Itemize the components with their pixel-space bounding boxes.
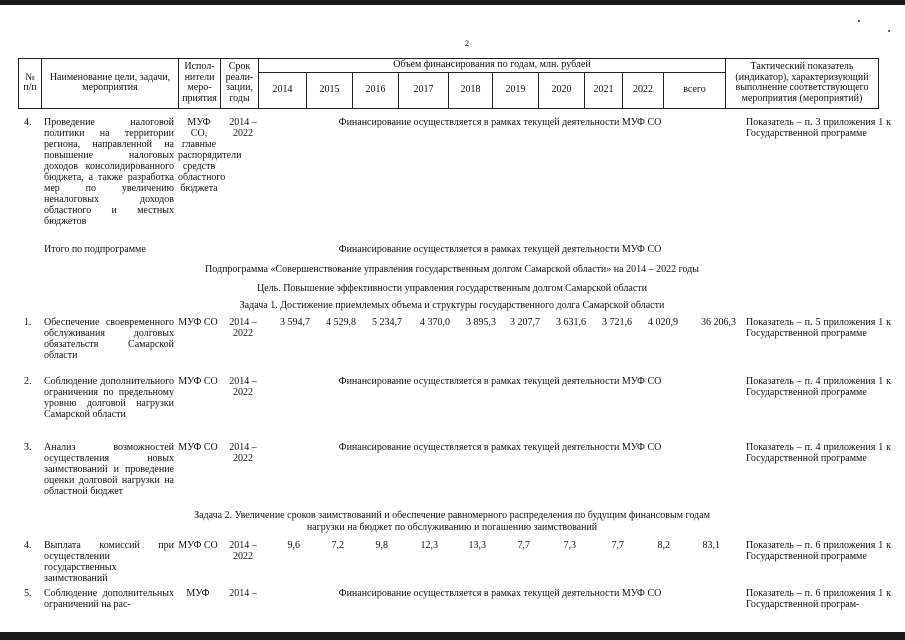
row-name: Соблюдение дополнительных ограничений на рас- bbox=[44, 588, 174, 610]
subtotal-label: Итого по подпрограмме bbox=[44, 244, 146, 255]
header-year: 2014 bbox=[259, 72, 307, 108]
table-header bbox=[18, 58, 879, 109]
funding-note: Финансирование осуществляется в рамках текущей деятельности МУФ СО bbox=[338, 117, 662, 128]
value-2020: 7,3 bbox=[563, 540, 576, 551]
value-2018: 13,3 bbox=[468, 540, 486, 551]
row-term: 2014 – 2022 bbox=[229, 540, 257, 562]
header-volume: Объем финансирования по годам, млн. рублей bbox=[259, 59, 726, 73]
task-2-line: нагрузки на бюджет по обслуживанию и погашению заимствований bbox=[306, 522, 598, 533]
task-1-line: Задача 1. Достижение приемлемых объема и структуры государственного долга Самарской области bbox=[239, 300, 665, 311]
funding-note: Финансирование осуществляется в рамках текущей деятельности МУФ СО bbox=[338, 376, 662, 387]
value-2016: 9,8 bbox=[375, 540, 388, 551]
header-year: 2018 bbox=[449, 72, 493, 108]
scan-speck bbox=[888, 30, 890, 32]
row-term: 2014 – 2022 bbox=[229, 117, 257, 139]
row-number: 4. bbox=[24, 117, 32, 128]
value-2019: 7,7 bbox=[517, 540, 530, 551]
header-year: 2017 bbox=[399, 72, 449, 108]
goal-line: Цель. Повышение эффективности управления государственным долгом Самарской области bbox=[256, 283, 648, 294]
row-term: 2014 – 2022 bbox=[229, 442, 257, 464]
row-number: 4. bbox=[24, 540, 32, 551]
row-executors: МУФ СО bbox=[178, 376, 218, 387]
value-2022: 8,2 bbox=[657, 540, 670, 551]
value-2014: 9,6 bbox=[287, 540, 300, 551]
bottom-border-bar bbox=[0, 632, 905, 640]
value-2014: 3 594,7 bbox=[280, 317, 310, 328]
row-indicator: Показатель – п. 4 приложения 1 к Государственной программе bbox=[746, 442, 891, 464]
header-year: 2020 bbox=[539, 72, 585, 108]
row-name: Выплата комиссий при осуществлении государственных заимствований bbox=[44, 540, 174, 584]
value-2022: 4 020,9 bbox=[648, 317, 678, 328]
row-executors: МУФ СО bbox=[178, 442, 218, 453]
row-executors: МУФ СО bbox=[178, 317, 218, 328]
value-2019: 3 207,7 bbox=[510, 317, 540, 328]
value-2017: 12,3 bbox=[420, 540, 438, 551]
header-indicator: Тактический показатель (индикатор), характеризующий выполнение соответствующего мероприятия (мероприятий) bbox=[726, 59, 879, 109]
subprogram-title: Подпрограмма «Совершенствование управления государственным долгом Самарской области» на 2014 – 2022 годы bbox=[205, 264, 699, 275]
header-name: Наименование цели, задачи, мероприятия bbox=[42, 59, 179, 109]
row-number: 5. bbox=[24, 588, 32, 599]
row-indicator: Показатель – п. 5 приложения 1 к Государственной программе bbox=[746, 317, 891, 339]
value-2021: 3 721,6 bbox=[602, 317, 632, 328]
row-number: 2. bbox=[24, 376, 32, 387]
header-year: 2019 bbox=[493, 72, 539, 108]
value-total: 36 206,3 bbox=[701, 317, 736, 328]
row-term: 2014 – 2022 bbox=[229, 317, 257, 339]
row-executors: МУФ СО bbox=[178, 540, 218, 551]
row-term: 2014 – 2022 bbox=[229, 376, 257, 398]
value-2015: 4 529,8 bbox=[326, 317, 356, 328]
funding-note: Финансирование осуществляется в рамках текущей деятельности МУФ СО bbox=[338, 588, 662, 599]
header-executors: Испол-нители меро-приятия bbox=[179, 59, 221, 109]
row-executors: МУФ СО, главные распорядители средств областного бюджета bbox=[178, 117, 242, 194]
row-name: Обеспечение своевременного обслуживания долговых обязательств Самарской области bbox=[44, 317, 174, 361]
funding-note: Финансирование осуществляется в рамках текущей деятельности МУФ СО bbox=[338, 244, 662, 255]
header-year: 2021 bbox=[585, 72, 623, 108]
header-year-total: всего bbox=[664, 72, 726, 108]
value-total: 83,1 bbox=[702, 540, 720, 551]
row-term: 2014 – bbox=[229, 588, 257, 599]
row-indicator: Показатель – п. 6 приложения 1 к Государственной програм- bbox=[746, 588, 891, 610]
header-year: 2015 bbox=[307, 72, 353, 108]
scan-speck bbox=[858, 20, 860, 22]
header-num: № п/п bbox=[19, 59, 42, 109]
task-2-line: Задача 2. Увеличение сроков заимствований и обеспечение равномерного распределения по будущим финансовым годам bbox=[194, 510, 710, 521]
header-term: Срок реали-зации, годы bbox=[221, 59, 259, 109]
top-border-bar bbox=[0, 0, 905, 5]
row-number: 1. bbox=[24, 317, 32, 328]
funding-note: Финансирование осуществляется в рамках текущей деятельности МУФ СО bbox=[338, 442, 662, 453]
row-name: Соблюдение дополнительного ограничения по предельному уровню долговой нагрузки Самарской области bbox=[44, 376, 174, 420]
row-indicator: Показатель – п. 4 приложения 1 к Государственной программе bbox=[746, 376, 891, 398]
row-number: 3. bbox=[24, 442, 32, 453]
value-2015: 7,2 bbox=[331, 540, 344, 551]
row-indicator: Показатель – п. 3 приложения 1 к Государственной программе bbox=[746, 117, 891, 139]
header-year: 2016 bbox=[353, 72, 399, 108]
row-indicator: Показатель – п. 6 приложения 1 к Государственной программе bbox=[746, 540, 891, 562]
value-2021: 7,7 bbox=[611, 540, 624, 551]
value-2018: 3 895,3 bbox=[466, 317, 496, 328]
row-name: Анализ возможностей осуществления новых заимствований и проведение оценки долговой нагрузки на областной бюджет bbox=[44, 442, 174, 497]
header-year: 2022 bbox=[623, 72, 664, 108]
value-2016: 5 234,7 bbox=[372, 317, 402, 328]
value-2020: 3 631,6 bbox=[556, 317, 586, 328]
value-2017: 4 370,0 bbox=[420, 317, 450, 328]
row-name: Проведение налоговой политики на территории региона, направленной на повышение налоговых доходов консолидированного бюджета, а также разработка мер по увеличению неналоговых доходов областного и местных бюджетов bbox=[44, 117, 174, 227]
row-executors: МУФ bbox=[186, 588, 210, 599]
page-number: 2 bbox=[465, 39, 469, 48]
